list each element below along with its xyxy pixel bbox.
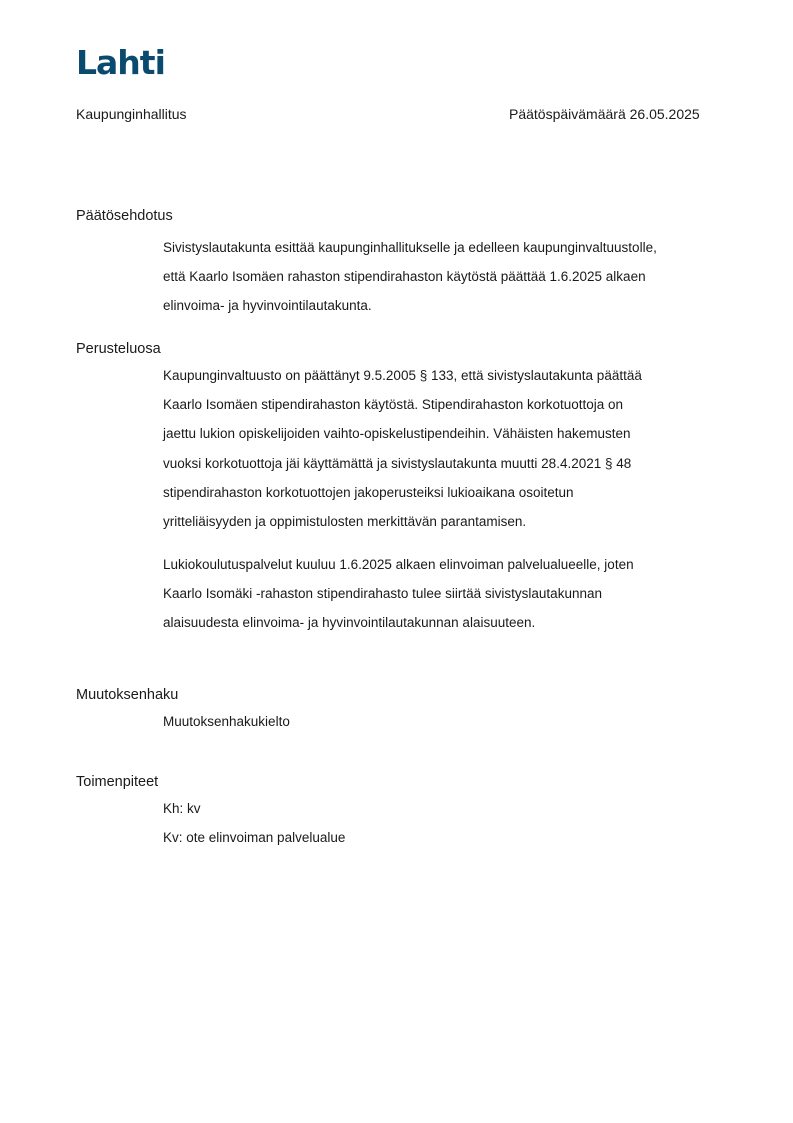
section-title-justification: Perusteluosa [76,341,161,357]
justification-line: yritteliäisyyden ja oppimistulosten merkittävän parantamisen. [163,514,527,530]
justification-line: Lukiokoulutuspalvelut kuuluu 1.6.2025 alkaen elinvoiman palvelualueelle, joten [163,557,634,572]
proposal-line: Sivistyslautakunta esittää kaupunginhallitukselle ja edelleen kaupunginvaltuustolle, [163,240,657,255]
proposal-line: että Kaarlo Isomäen rahaston stipendirahaston käytöstä päättää 1.6.2025 alkaen [163,269,646,285]
actions-list [163,794,723,852]
action-line: Kv: ote elinvoiman palvelualue [163,830,346,846]
proposal-line: elinvoima- ja hyvinvointilautakunta. [163,298,372,314]
organ-name: Kaupunginhallitus [76,106,187,122]
justification-line: stipendirahaston korkotuottojen jakoperusteiksi lukioaikana osoitetun [163,484,574,500]
justification-line: jaettu lukion opiskelijoiden vaihto-opiskelustipendeihin. Vähäisten hakemusten [163,426,631,442]
justification-line: Kaupunginvaltuusto on päättänyt 9.5.2005 § 133, että sivistyslautakunta päättää [163,368,642,383]
justification-paragraph-2 [163,550,723,638]
justification-line: alaisuudesta elinvoima- ja hyvinvointilautakunnan alaisuuteen. [163,615,536,631]
justification-line: vuoksi korkotuottoja jäi käyttämättä ja sivistyslautakunta muutti 28.4.2021 § 48 [163,455,632,471]
justification-line: Kaarlo Isomäen stipendirahaston käytöstä. Stipendirahaston korkotuottoja on [163,397,624,413]
lahti-logo: Lahti [76,43,165,82]
appeal-text: Muutoksenhakukielto [163,714,290,729]
action-line: Kh: kv [163,801,201,816]
decision-date: Päätöspäivämäärä 26.05.2025 [509,106,700,122]
proposal-text [163,233,723,321]
justification-line: Kaarlo Isomäki -rahaston stipendirahasto tulee siirtää sivistyslautakunnan [163,586,602,602]
justification-paragraph-1 [163,361,723,536]
section-title-actions: Toimenpiteet [76,774,159,790]
section-title-proposal: Päätösehdotus [76,208,173,224]
section-title-appeal: Muutoksenhaku [76,687,179,703]
